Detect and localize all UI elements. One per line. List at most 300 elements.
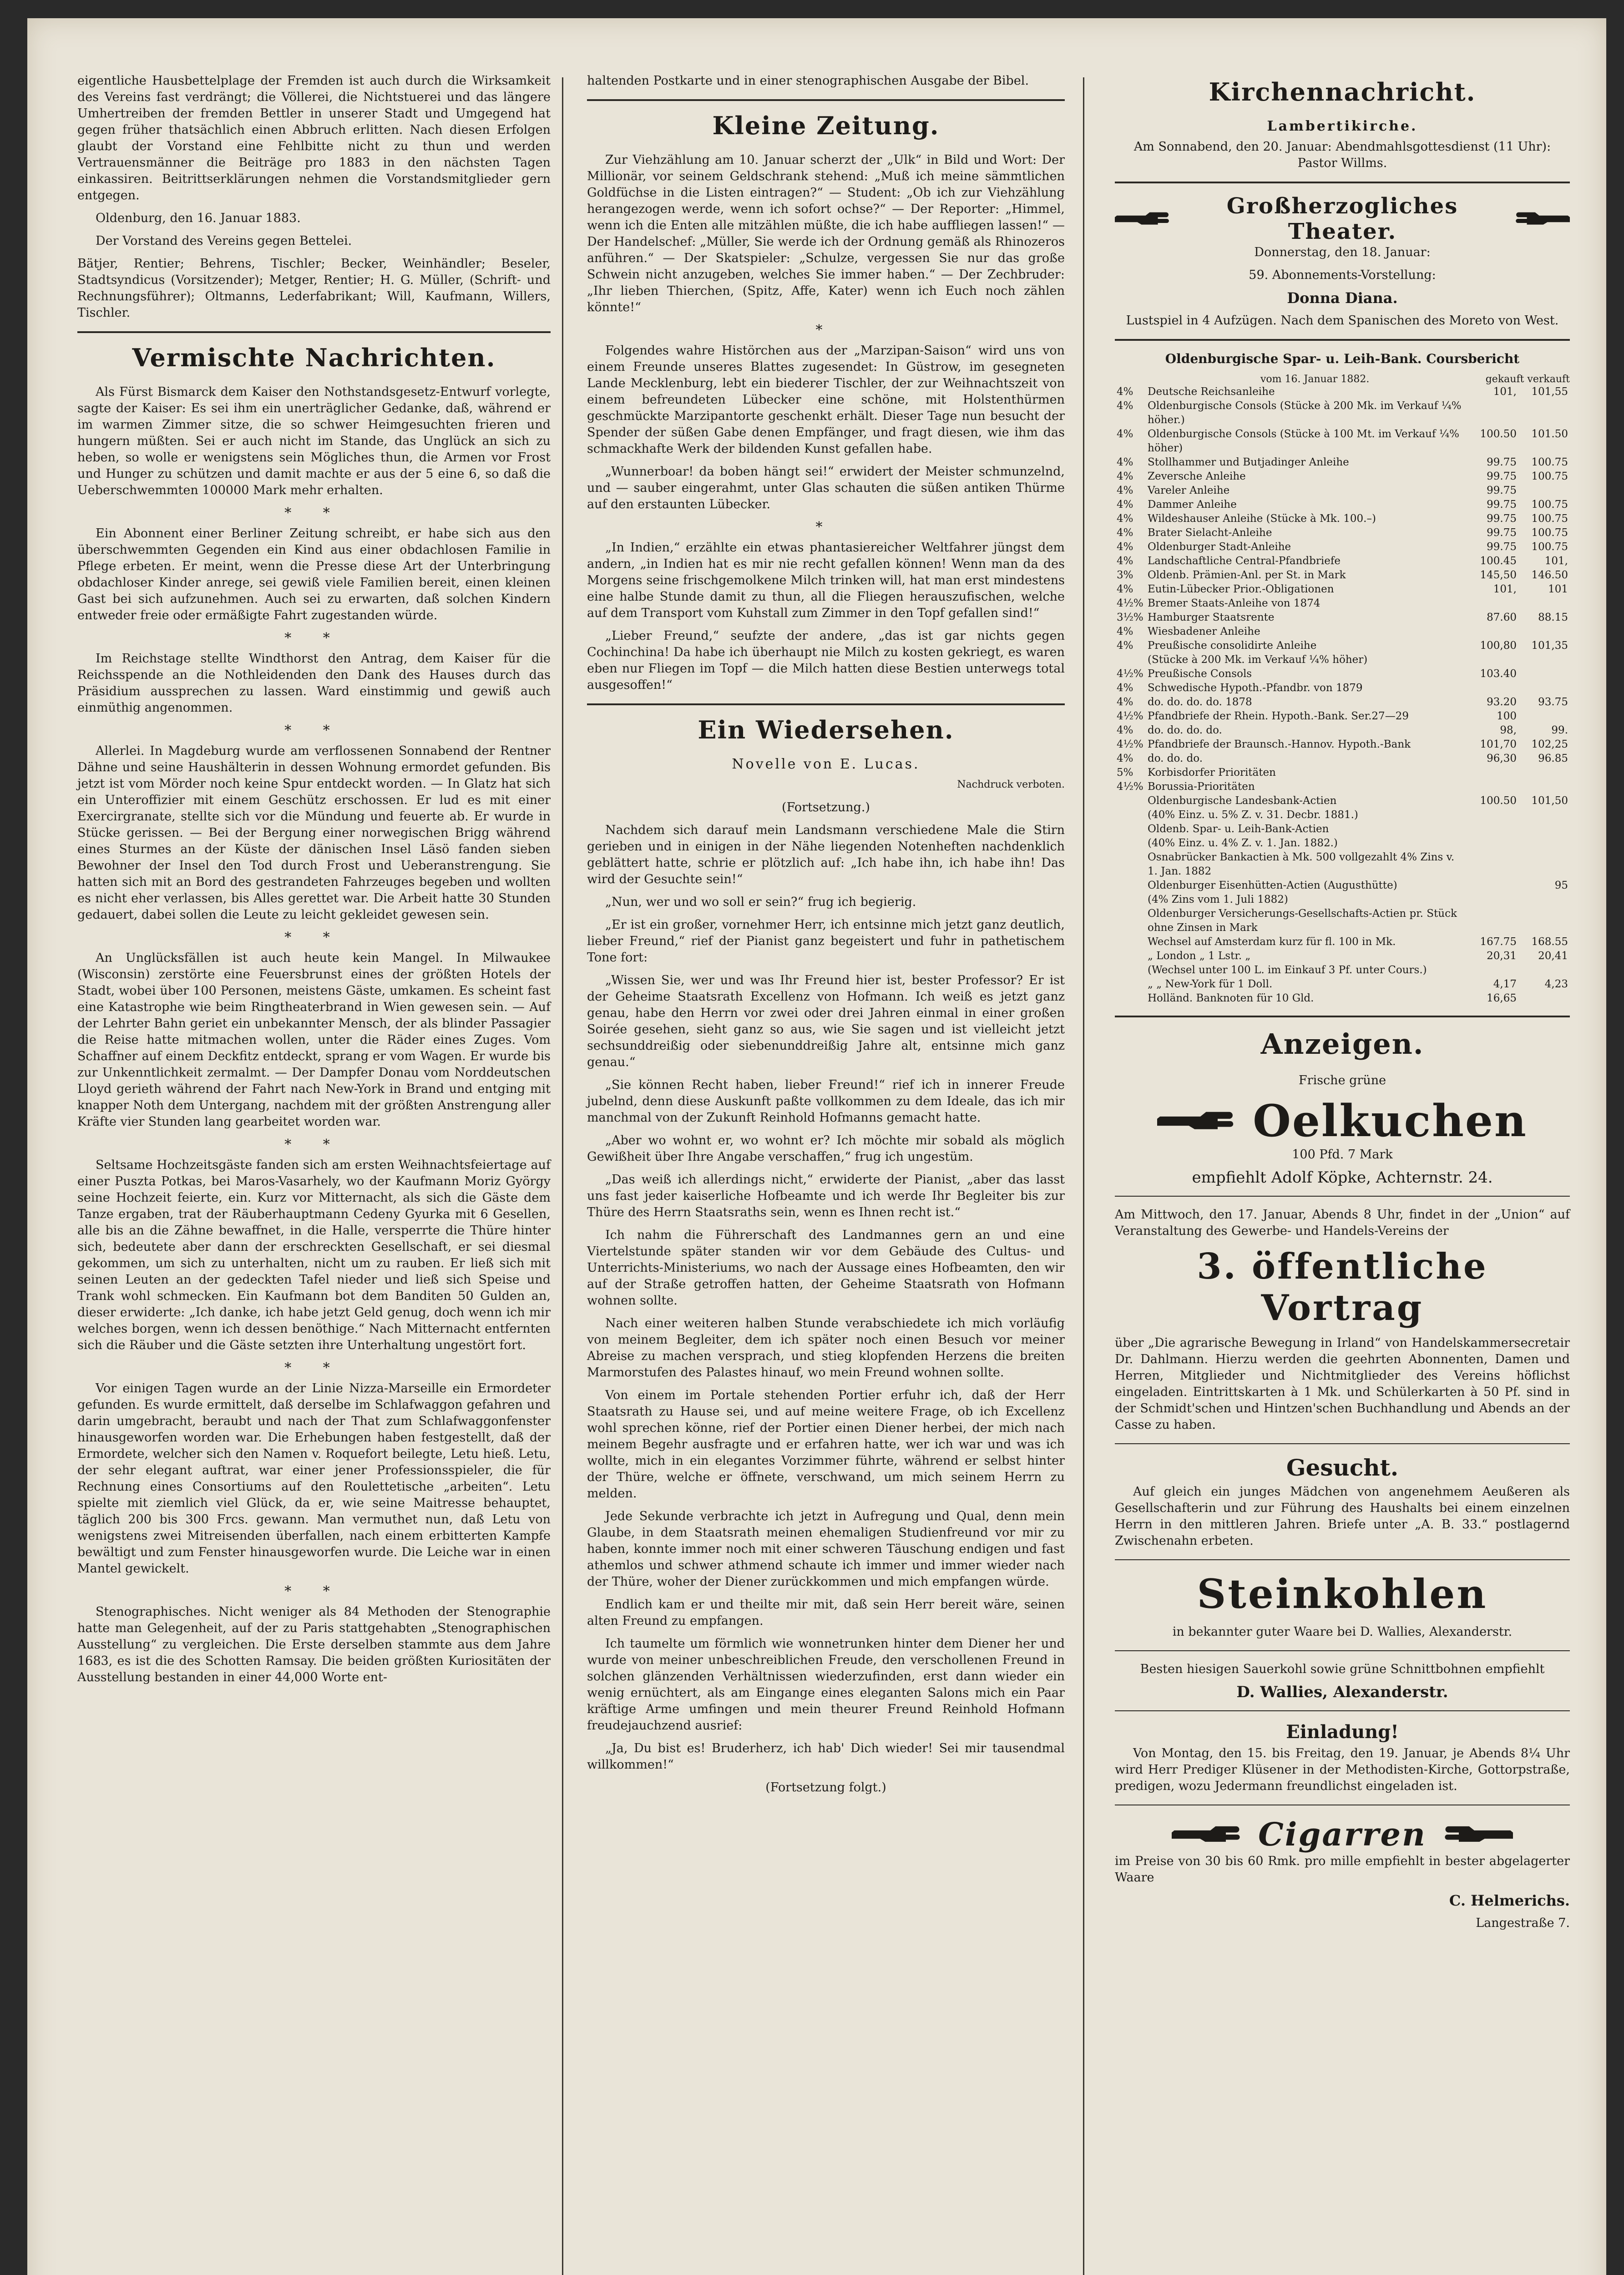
theater-header: Großherzogliches Theater. [1226, 193, 1458, 244]
course-security: Wechsel auf Amsterdam kurz für fl. 100 in Mk. [1148, 936, 1396, 948]
course-security: Holländ. Banknoten für 10 Gld. [1148, 992, 1314, 1004]
course-sold: 96.85 [1538, 753, 1568, 764]
course-bought: 98, [1500, 724, 1517, 736]
course-rate [1115, 935, 1146, 949]
course-row [1115, 498, 1570, 512]
column-rule-2 [1083, 77, 1084, 2275]
course-sold [1518, 681, 1570, 695]
course-rate: 4% [1117, 499, 1133, 511]
course-security: Zeversche Anleihe [1148, 470, 1246, 482]
oel-pre: Frische grüne [1298, 1073, 1386, 1087]
course-security: Hamburger Staatsrente [1148, 612, 1275, 623]
course-security: Bremer Staats-Anleihe von 1874 [1148, 597, 1320, 609]
news-paragraph: Seltsame Hochzeitsgäste fanden sich am ersten Weihnachtsfeiertage auf einer Puszta Potkas, bei Maros-Vasarhely, wo der Kaufmann Moriz György seine Hochzeit feierte, ein. Kurz vor Mitternacht, als sich die Gäste dem Tanze ergaben, trat der Räuberhauptmann Cedeny Gyurka mit 6 Gesellen, alle bis an die Zähne bewaffnet, in die Halle, versperrte die Thüre hinter sich, bedeutete aber dann der erschreckten Gesellschaft, er sei diesmal gekommen, um sich zu unterhalten, nicht um zu rauben. Er ließ sich mit seinen Leuten an der gedeckten Tafel nieder und ließ sich Speise und Trank wohl schmecken. Ein Kaufmann bot dem Banditen 50 Gulden an, dieser erwiderte: „Ich danke, ich habe jetzt Geld genug, doch wenn ich mir welches borgen, wenn ich dessen benöthige.“ Nach Mitternacht entfernten sich die Räuber und die Gäste setzten ihre Unterhaltung ungestört fort. [77, 1158, 551, 1352]
section-divider [1115, 1016, 1570, 1017]
course-row [1115, 879, 1570, 893]
course-security: Oldenburger Versicherungs-Gesellschafts-Actien pr. Stück ohne Zinsen in Mark [1148, 908, 1457, 934]
course-security: (40% Einz. u. 4% Z. v. 1. Jan. 1882.) [1148, 837, 1338, 849]
course-row [1115, 850, 1570, 879]
course-row [1115, 766, 1570, 780]
course-security: Oldenb. Spar- u. Leih-Bank-Actien [1148, 823, 1329, 835]
pointing-hand-right-icon [1157, 1107, 1244, 1135]
course-rate: 4% [1117, 696, 1133, 708]
news-paragraph: Vor einigen Tagen wurde an der Linie Nizza-Marseille ein Ermordeter gefunden. Es wurde ermittelt, daß derselbe im Schlafwaggon gefahren und darin umgebracht, beraubt und nach der That zum Schlafwaggonfenster hinausgeworfen worden war. Die Erhebungen haben festgestellt, daß der Ermordete, welcher sich den Namen v. Roquefort beilegte, Letu hieß. Letu, der sehr elegant auftrat, war einer jener Professionsspieler, die für Rechnung eines Consortiums auf den Roulettetische „arbeiten“. Letu spielte mit ziemlich viel Glück, da er, wie seine Maitresse behauptet, täglich 200 bis 300 Frcs. gewann. Man vermuthet nun, daß Letu von wenigstens zwei Mitreisenden überfallen, nach einem erbitterten Kampfe bewältigt und zum Fenster hinausgeworfen wurde. Die Leiche war in einen Mantel gewickelt. [77, 1381, 551, 1576]
course-bought [1467, 780, 1518, 794]
course-rate: 4½% [1117, 781, 1143, 793]
course-row [1115, 935, 1570, 949]
course-bought [1467, 850, 1518, 879]
invitation-text: Von Montag, den 15. bis Freitag, den 19. Januar, je Abends 8¼ Uhr wird Herr Prediger Klüsener in der Methodisten-Kirche, Gottorpstraße, predigen, wozu Jedermann freundlichst eingeladen ist. [1115, 1746, 1570, 1793]
novel-author: Novelle von E. Lucas. [732, 756, 920, 772]
course-row [1115, 836, 1570, 850]
course-sold: 101,35 [1531, 640, 1568, 652]
theater-series: 59. Abonnements-Vorstellung: [1249, 268, 1436, 282]
novel-paragraph: Ich taumelte um förmlich wie wonnetrunken hinter dem Diener her und wurde von meiner unbeschreiblichen Freude, den verschollenen Freund in solchen glänzenden Verhältnissen wiederzufinden, erst dann wieder ein wenig ernüchtert, als am Eingange eines eleganten Salons mich ein Paar kräftige Arme umfingen und mein theurer Freund Reinhold Hofmann freudejauchzend ausrief: [587, 1637, 1065, 1733]
course-sold: 102,25 [1531, 738, 1568, 750]
course-security: Osnabrücker Bankactien à Mk. 500 vollgezahlt 4% Zins v. 1. Jan. 1882 [1148, 851, 1455, 877]
course-security: Borussia-Prioritäten [1148, 781, 1255, 793]
course-row [1115, 808, 1570, 822]
course-security: Oldenburgische Landesbank-Actien [1148, 795, 1337, 807]
text-paragraph: haltenden Postkarte und in einer stenographischen Ausgabe der Bibel. [587, 74, 1029, 88]
course-security: Schwedische Hypoth.-Pfandbr. von 1879 [1148, 682, 1363, 694]
course-sold [1518, 963, 1570, 977]
news-paragraph: Folgendes wahre Histörchen aus der „Marzipan-Saison“ wird uns von einem Freunde unseres Blattes zugesendet: In Güstrow, im gesegneten Lande Mecklenburg, lebt ein biederer Tischler, der zur Weihnachtszeit von einem befreundeten Lübecker eine schöne, mit Holstenthürmen geschmückte Marzipantorte geschenkt erhält. Dieser Tage nun besucht der Spender der süßen Gabe denen Empfänger, und fragt diesen, wie ihm das schmackhafte Werk der bildenden Kunst gefallen habe. [587, 344, 1065, 456]
course-security: Landschaftliche Central-Pfandbriefe [1148, 555, 1341, 567]
course-rate: 4% [1117, 583, 1133, 595]
course-sold [1518, 766, 1570, 780]
reprint-note: Nachdruck verboten. [957, 779, 1065, 790]
cigar-title: Cigarren [1258, 1815, 1427, 1853]
course-sold: 101,55 [1531, 386, 1568, 398]
course-rate: 4% [1117, 682, 1133, 694]
course-bought: 101, [1493, 583, 1517, 595]
course-rate: 4% [1117, 724, 1133, 736]
course-bought: 93.20 [1487, 696, 1517, 708]
course-rate: 4% [1117, 626, 1133, 637]
course-row [1115, 752, 1570, 766]
novel-paragraph: „Wissen Sie, wer und was Ihr Freund hier ist, bester Professor? Er ist der Geheime Staatsrath Excellenz von Hofmann. Ich weiß es jetzt ganz genau, habe den Herrn vor zwei oder drei Jahren einmal in einer großen Soirée gesehen, sieht ganz so aus, wie Sie sagen und ist vielleicht jetzt sechsunddreißig oder siebenunddreißig Jahre alt, entsinne mich ganz genau.“ [587, 973, 1065, 1069]
cigar-address: Langestraße 7. [1476, 1916, 1570, 1930]
course-sold: 88.15 [1538, 612, 1568, 623]
course-sold [1518, 808, 1570, 822]
news-paragraph: Allerlei. In Magdeburg wurde am verflossenen Sonnabend der Rentner Dähne und seine Haushälterin in dessen Wohnung ermordet gefunden. Bis jetzt ist vom Mörder noch keine Spur entdeckt worden. — In Glatz hat sich ein Unteroffizier mit einem Geschütz erschossen. Er lud es mit einer Exercirgranate, stellte sich vor die Mündung und feuerte ab. Er wurde in Stücke gerissen. — Bei der Bergung einer norwegischen Brigg während eines Sturmes an der Küste der dänischen Insel Läsö fanden sieben Bewohner der Insel den Tod durch Frost und Ueberanstrengung. Sie hatten sich mit an Bord des gestrandeten Fahrzeuges begeben und wollten es nicht eher verlassen, bis Alles gerettet war. Die Arbeit hatte 30 Stunden gedauert, dabei sollen die Leute zu leicht gekleidet gewesen sein. [77, 744, 551, 922]
course-row [1115, 611, 1570, 625]
course-bought [1467, 597, 1518, 611]
course-sold [1518, 836, 1570, 850]
course-row [1115, 667, 1570, 681]
star-separator: * * [284, 1137, 344, 1153]
news-paragraph: Ein Abonnent einer Berliner Zeitung schreibt, er habe sich aus den überschwemmten Gegenden ein Kind aus einer obdachlosen Familie in Pflege erbeten. Er meint, wenn die Presse diese Art der Unterbringung obdachloser Kinder anrege, sei gewiß viele Familien bereit, einen kleinen Gast bei sich aufzunehmen. Auch sei zu erwarten, daß solchen Kindern entweder freie oder ermäßigte Fahrt zugestanden würde. [77, 526, 551, 622]
continuation-note: (Fortsetzung.) [782, 800, 870, 814]
course-rate: 4½% [1117, 597, 1143, 609]
course-row [1115, 780, 1570, 794]
course-security: do. do. do. do. [1148, 724, 1222, 736]
course-sold: 99. [1551, 724, 1568, 736]
course-report-header: Oldenburgische Spar- u. Leih-Bank. Coursbericht [1165, 351, 1520, 366]
course-sold [1518, 907, 1570, 935]
novel-paragraph: „Sie können Recht haben, lieber Freund!“ rief ich in innerer Freude jubelnd, denn diese Auskunft paßte vollkommen zu dem Ideale, das ich mir manchmal von der Zukunft Reinhold Hofmanns gemacht hatte. [587, 1078, 1065, 1125]
course-security: do. do. do. [1148, 753, 1203, 764]
novel-paragraph: Jede Sekunde verbrachte ich jetzt in Aufregung und Qual, denn mein Glaube, in dem Staatsrath meinen ehemaligen Studienfreund vor mir zu haben, konnte immer noch mit einer schweren Täuschung endigen und fast athemlos und schwer athmend schaute ich immer und immer wieder nach der Thüre, woher der Diener zurückkommen und mich empfangen würde. [587, 1509, 1065, 1589]
course-bought: 103.40 [1480, 668, 1517, 680]
course-bought [1467, 836, 1518, 850]
course-sold: 100.75 [1531, 541, 1568, 553]
cigar-text: im Preise von 30 bis 60 Rmk. pro mille empfiehlt in bester abgelagerter Waare [1115, 1854, 1570, 1885]
course-sold [1518, 893, 1570, 907]
course-row [1115, 907, 1570, 935]
ad-divider [1115, 1559, 1570, 1560]
novel-paragraph: „Das weiß ich allerdings nicht,“ erwiderte der Pianist, „aber das lasst uns fast jeder kaiserliche Hofbeamte und ich werde Ihr Begleiter bis zur Thüre des Herrn Staatsraths sein, wenn es Ihnen recht ist.“ [587, 1173, 1065, 1219]
pointing-hand-left-icon [1436, 1823, 1513, 1846]
invitation-header: Einladung! [1286, 1721, 1399, 1743]
oel-price: 100 Pfd. 7 Mark [1292, 1148, 1393, 1162]
star-separator: * [815, 519, 836, 535]
coal-title: Steinkohlen [1197, 1570, 1488, 1618]
course-bought: 87.60 [1487, 612, 1517, 623]
course-bought [1467, 893, 1518, 907]
course-rate [1115, 808, 1146, 822]
course-report-subhead [1115, 374, 1570, 385]
course-rate [1115, 977, 1146, 991]
course-security: do. do. do. do. 1878 [1148, 696, 1252, 708]
news-paragraph: Zur Viehzählung am 10. Januar scherzt der „Ulk“ in Bild und Wort: Der Millionär, vor seinem Geldschrank stehend: „Muß ich meine sämmtlichen Goldfüchse in die Listen eintragen?“ — Student: „Ob ich zur Viehzählung herangezogen werde, wenn ich sofort ochse?“ — Der Reporter: „Himmel, wenn ich die Enten alle mitzählen müßte, die ich habe auffliegen lassen!“ — Der Handelschef: „Müller, Sie werde ich der Ordnung gemäß als Rhinozeros anführen.“ — Der Skatspieler: „Schulze, vergessen Sie nur das große Schwein nicht anzugeben, welches Sie immer haben.“ — Der Zechbruder: „Ihr lieben Thierchen, (Spitz, Affe, Kater) wenn ich Euch noch zählen könnte!“ [587, 153, 1065, 314]
theater-date: Donnerstag, den 18. Januar: [1254, 245, 1431, 259]
news-paragraph: An Unglücksfällen ist auch heute kein Mangel. In Milwaukee (Wisconsin) zerstörte eine Feuersbrunst eines der größten Hotels der Stadt, wobei über 100 Personen, meistens Gäste, umkamen. Es scheint fast eine Katastrophe wie beim Ringtheaterbrand in Wien gewesen sein. — Auf der Lehrter Bahn geriet ein unbekannter Mensch, der als blinder Passagier die Reise hatte mitmachen wollen, unter die Räder eines Zuges. Vom Schaffner auf einem Deckfitz entdeckt, sprang er vom Wagen. Er wurde bis zur Unkenntlichkeit zermalmt. — Der Dampfer Donau vom Norddeutschen Lloyd gerieth während der Fahrt nach New-York in Brand und entging mit knapper Noth dem Untergang, nachdem mit der größten Anstrengung aller Kräfte vier Stunden lang gearbeitet worden war. [77, 951, 551, 1129]
course-bought: 16,65 [1487, 992, 1517, 1004]
theater-header-row [1115, 193, 1570, 244]
course-sold: 168.55 [1531, 936, 1568, 948]
course-rate: 4% [1117, 527, 1133, 539]
course-bought: 96,30 [1487, 753, 1517, 764]
oel-title: Oelkuchen [1253, 1095, 1528, 1147]
course-sold: 146.50 [1531, 569, 1568, 581]
column-rule-1 [562, 77, 563, 2275]
news-paragraph: „Wunnerboar! da boben hängt sei!“ erwidert der Meister schmunzelnd, und — sauber eingerahmt, unter Glas schauten die süßen antiken Thürme auf den erstaunten Lübecker. [587, 465, 1065, 511]
course-security: Brater Sielacht-Anleihe [1148, 527, 1272, 539]
course-bought: 100.50 [1480, 795, 1517, 807]
course-rate [1115, 794, 1146, 808]
theater-play: Donna Diana. [1287, 289, 1398, 307]
course-row [1115, 385, 1570, 399]
course-rate: 3% [1117, 569, 1133, 581]
course-bought [1467, 766, 1518, 780]
sauerkraut-text: Besten hiesigen Sauerkohl sowie grüne Schnittbohnen empfiehlt [1140, 1662, 1545, 1676]
col-label-bought: gekauft [1485, 374, 1524, 385]
course-bought: 99.75 [1487, 513, 1517, 525]
course-bought: 99.75 [1487, 541, 1517, 553]
course-row [1115, 526, 1570, 540]
church-name: Lambertikirche. [1267, 118, 1418, 134]
course-row [1115, 794, 1570, 808]
novel-paragraph: Endlich kam er und theilte mir mit, daß sein Herr bereit wäre, seinen alten Freund zu empfangen. [587, 1598, 1065, 1628]
course-bought [1467, 681, 1518, 695]
course-rate [1115, 850, 1146, 879]
course-bought: 99.75 [1487, 456, 1517, 468]
course-security: Wiesbadener Anleihe [1148, 626, 1260, 637]
course-sold: 100.75 [1531, 499, 1568, 511]
course-row [1115, 653, 1570, 667]
course-security: Pfandbriefe der Rhein. Hypoth.-Bank. Ser.27—29 [1148, 710, 1409, 722]
course-sold: 93.75 [1538, 696, 1568, 708]
pointing-hand-right-icon [1172, 1823, 1249, 1846]
course-col-labels [1486, 374, 1570, 385]
course-sold [1518, 399, 1570, 427]
course-rate [1115, 893, 1146, 907]
star-separator: * * [284, 630, 344, 646]
course-rate [1115, 836, 1146, 850]
oel-line: empfiehlt Adolf Köpke, Achternstr. 24. [1192, 1168, 1493, 1187]
course-bought [1467, 808, 1518, 822]
course-rate: 5% [1117, 767, 1133, 779]
course-row [1115, 639, 1570, 653]
course-bought [1467, 822, 1518, 836]
section-divider [587, 99, 1065, 101]
course-security: Oldenburgische Consols (Stücke à 200 Mk. im Verkauf ¼% höher.) [1148, 400, 1462, 426]
course-sold [1518, 991, 1570, 1006]
course-bought: 101, [1493, 386, 1517, 398]
section-header: Kleine Zeitung. [712, 111, 940, 140]
course-rate: 4% [1117, 485, 1133, 496]
sauerkraut-firm: D. Wallies, Alexanderstr. [1236, 1683, 1448, 1701]
course-row [1115, 709, 1570, 723]
cigar-firm: C. Helmerichs. [1449, 1892, 1570, 1909]
course-bought [1467, 963, 1518, 977]
course-sold: 20,41 [1538, 950, 1568, 962]
course-security: Eutin-Lübecker Prior.-Obligationen [1148, 583, 1334, 595]
cigar-title-row [1115, 1815, 1570, 1853]
star-separator: * * [284, 505, 344, 521]
course-security: Preußische consolidirte Anleihe [1148, 640, 1317, 652]
course-security: (Wechsel unter 100 L. im Einkauf 3 Pf. unter Cours.) [1148, 964, 1427, 976]
ad-divider [1115, 1196, 1570, 1197]
course-rate: 4% [1117, 640, 1133, 652]
course-rate: 4½% [1117, 710, 1143, 722]
course-sold: 101, [1544, 555, 1568, 567]
course-bought: 145,50 [1480, 569, 1517, 581]
lecture-pre: Am Mittwoch, den 17. Januar, Abends 8 Uhr, findet in der „Union“ auf Veranstaltung des Gewerbe- und Handels-Vereins der [1115, 1208, 1570, 1238]
course-sold [1518, 625, 1570, 639]
novel-paragraph: „Ja, Du bist es! Bruderherz, ich hab' Dich wieder! Sei mir tausendmal willkommen!“ [587, 1741, 1065, 1772]
course-row [1115, 399, 1570, 427]
course-sold [1518, 709, 1570, 723]
text-paragraph: eigentliche Hausbettelplage der Fremden ist auch durch die Wirksamkeit des Vereins fast verdrängt; die Völlerei, die Nichtstuerei und das längere Umhertreiben der fremden Bettler in unserer Stadt und Umgegend hat gegen früher thatsächlich einen Abbruch erlitten. Nach diesen Erfolgen glaubt der Vorstand eine Fehlbitte nicht zu thun und werden Vertrauensmänner die Beiträge pro 1883 in den nächsten Tagen einkassiren. Beitrittserklärungen nehmen die Vorstandsmitglieder gern entgegen. [77, 74, 551, 202]
course-sold [1518, 780, 1570, 794]
course-sold: 101,50 [1531, 795, 1568, 807]
course-row [1115, 540, 1570, 554]
novel-paragraph: Nachdem sich darauf mein Landsmann verschiedene Male die Stirn gerieben und in einigen in der Nähe liegenden Notenheften nachdenklich geblättert hatte, schrie er plötzlich auf: „Ich habe ihn, ich habe ihn! Das wird der Gesuchte sein!“ [587, 823, 1065, 886]
novel-paragraph: „Er ist ein großer, vornehmer Herr, ich entsinne mich jetzt ganz deutlich, lieber Freund,“ rief der Pianist ganz begeistert und fuhr in pathetischem Tone fort: [587, 918, 1065, 965]
course-rate [1115, 907, 1146, 935]
course-row [1115, 963, 1570, 977]
course-rate [1115, 822, 1146, 836]
course-bought: 99.75 [1487, 499, 1517, 511]
course-row [1115, 977, 1570, 991]
course-row [1115, 822, 1570, 836]
course-rate [1115, 963, 1146, 977]
course-rate: 3½% [1117, 612, 1143, 623]
pointing-hand-right-icon [1115, 210, 1176, 228]
course-bought: 100.50 [1480, 428, 1517, 440]
course-bought: 99.75 [1487, 527, 1517, 539]
course-bought: 99.75 [1487, 470, 1517, 482]
course-rate: 4% [1117, 513, 1133, 525]
course-bought: 100.45 [1480, 555, 1517, 567]
course-bought: 100 [1497, 710, 1517, 722]
course-security: (40% Einz. u. 5% Z. v. 31. Decbr. 1881.) [1148, 809, 1358, 821]
course-rate [1115, 949, 1146, 963]
newspaper-page [27, 18, 1606, 2275]
course-sold: 100.75 [1531, 527, 1568, 539]
lecture-text: über „Die agrarische Bewegung in Irland“ von Handelskammersecretair Dr. Dahlmann. Hierzu werden die geehrten Abonnenten, Damen und Herren, Mitglieder und Nichtmitglieder des Vereins höflichst eingeladen. Eintrittskarten à 1 Mk. und Schülerkarten à 50 Pf. sind in der Schmidt'schen und Hintzen'schen Buchhandlung und Abends an der Casse zu haben. [1115, 1336, 1570, 1432]
wanted-header: Gesucht. [1286, 1454, 1399, 1481]
course-row [1115, 893, 1570, 907]
course-rate [1115, 991, 1146, 1006]
course-security: Oldenburgische Consols (Stücke à 100 Mt. im Verkauf ¼% höher) [1148, 428, 1459, 454]
course-row [1115, 738, 1570, 752]
course-rate: 4% [1117, 400, 1133, 412]
theater-desc: Lustspiel in 4 Aufzügen. Nach dem Spanischen des Moreto von West. [1126, 313, 1559, 328]
course-security: Korbisdorfer Prioritäten [1148, 767, 1276, 779]
section-divider [77, 331, 551, 333]
section-header: Vermischte Nachrichten. [132, 343, 496, 372]
section-divider [587, 703, 1065, 705]
course-sold [1518, 667, 1570, 681]
column-2 [587, 73, 1065, 1802]
course-row [1115, 470, 1570, 484]
course-sold: 95 [1554, 880, 1568, 891]
oel-title-row [1115, 1095, 1570, 1147]
course-row [1115, 625, 1570, 639]
novel-paragraph: Von einem im Portale stehenden Portier erfuhr ich, daß der Herr Staatsrath zu Hause sei, und auf meine weitere Frage, ob ich Excellenz wohl sprechen könne, rief der Portier einen Diener herbei, der mich nach meinem Begehr ausfragte und er erfahren hatte, wer ich war und was ich wollte, mich in ein elegantes Vorzimmer führte, während er selbst hinter der Thüre, welche er öffnete, verschwand, um mich seinem Herrn zu melden. [587, 1388, 1065, 1501]
course-security: „ London „ 1 Lstr. „ [1148, 950, 1251, 962]
course-sold: 100.75 [1531, 456, 1568, 468]
course-rate: 4% [1117, 386, 1133, 398]
course-security: Deutsche Reichsanleihe [1148, 386, 1275, 398]
course-bought: 167.75 [1480, 936, 1517, 948]
section-divider [1115, 182, 1570, 183]
course-bought [1467, 879, 1518, 893]
course-bought: 101,70 [1480, 738, 1517, 750]
dateline: Oldenburg, den 16. Januar 1883. [96, 211, 301, 225]
lecture-title: 3. öffentliche Vortrag [1197, 1246, 1488, 1329]
course-row [1115, 582, 1570, 597]
course-security: Dammer Anleihe [1148, 499, 1237, 511]
course-security: Pfandbriefe der Braunsch.-Hannov. Hypoth.-Bank [1148, 738, 1411, 750]
course-bought [1467, 653, 1518, 667]
church-text: Am Sonnabend, den 20. Januar: Abendmahlsgottesdienst (11 Uhr): Pastor Willms. [1133, 140, 1551, 170]
course-sold: 4,23 [1544, 978, 1568, 990]
course-rate: 4% [1117, 555, 1133, 567]
course-row [1115, 695, 1570, 709]
ad-divider [1115, 1443, 1570, 1444]
course-rate: 4% [1117, 428, 1133, 440]
course-bought [1467, 625, 1518, 639]
course-sold [1518, 653, 1570, 667]
news-paragraph: Als Fürst Bismarck dem Kaiser den Nothstandsgesetz-Entwurf vorlegte, sagte der Kaiser: Es sei ihm ein unerträglicher Gedanke, daß, während er im warmen Zimmer sitze, die so schwer Heimgesuchten frieren und hungern müßten. Sei er auch nicht im Stande, das Unglück an sich zu heben, so wolle er wenigstens sein Mögliches thun, die Armen vor Frost und Hunger zu schützen und damit machte er aus der 5 eine 6, so daß die Ueberschwemmten 100000 Mark mehr erhalten. [77, 385, 551, 497]
star-separator: * * [284, 1583, 344, 1599]
course-row [1115, 427, 1570, 455]
course-sold: 100.75 [1531, 513, 1568, 525]
news-paragraph: „Lieber Freund,“ seufzte der andere, „das ist gar nichts gegen Cochinchina! Da habe ich überhaupt nie Milch zu kosten gekriegt, es waren eben nur Fliegen im Topf — die Milch hatten diese Bestien unterwegs total ausgesoffen!“ [587, 629, 1065, 692]
ad-divider [1115, 1650, 1570, 1651]
wanted-text: Auf gleich ein junges Mädchen von angenehmem Aeußeren als Gesellschafterin und zur Führung des Haushalts bei einem einzelnen Herrn in den mittleren Jahren. Briefe unter „A. B. 33.“ postlagernd Zwischenahn erbeten. [1115, 1485, 1570, 1548]
course-bought: 99.75 [1487, 485, 1517, 496]
novel-title: Ein Wiedersehen. [698, 715, 954, 744]
course-report-date: vom 16. Januar 1882. [1260, 374, 1370, 385]
course-rate: 4½% [1117, 738, 1143, 750]
course-row [1115, 568, 1570, 582]
column-3 [1115, 73, 1570, 1938]
col-label-sold: verkauft [1527, 374, 1570, 385]
section-divider [1115, 339, 1570, 341]
course-row [1115, 949, 1570, 963]
course-rate: 4½% [1117, 668, 1143, 680]
course-row [1115, 681, 1570, 695]
news-paragraph: Im Reichstage stellte Windthorst den Antrag, dem Kaiser für die Reichsspende an die Nothleidenden den Dank des Hauses durch das Präsidium aussprechen zu lassen. Ward einstimmig und gewiß auch einmüthig angenommen. [77, 652, 551, 715]
course-security: Vareler Anleihe [1148, 485, 1230, 496]
course-security: (4% Zins vom 1. Juli 1882) [1148, 894, 1288, 905]
course-security: Oldenburger Eisenhütten-Actien (Augusthütte) [1148, 880, 1397, 891]
church-header: Kirchennachricht. [1209, 77, 1476, 106]
pointing-hand-left-icon [1508, 210, 1570, 228]
course-rate: 4% [1117, 541, 1133, 553]
ads-header: Anzeigen. [1260, 1027, 1424, 1061]
course-rate: 4% [1117, 456, 1133, 468]
course-row [1115, 512, 1570, 526]
course-security: Stollhammer und Butjadinger Anleihe [1148, 456, 1349, 468]
course-sold [1518, 484, 1570, 498]
news-paragraph: Stenographisches. Nicht weniger als 84 Methoden der Stenographie hatte man Gelegenheit, auf der zu Paris stattgehabten „Stenographischen Ausstellung“ zu vergleichen. Die Erste derselben stammte aus dem Jahre 1683, es ist die des Schotten Ramsay. Die beiden größten Kuriositäten der Ausstellung bestanden in einer 44,000 Worte ent- [77, 1605, 551, 1684]
course-rate [1115, 653, 1146, 667]
course-sold: 101 [1548, 583, 1568, 595]
course-bought: 100,80 [1480, 640, 1517, 652]
course-security: (Stücke à 200 Mk. im Verkauf ¼% höher) [1148, 654, 1368, 666]
course-security: Oldenburger Stadt-Anleihe [1148, 541, 1291, 553]
course-bought: 20,31 [1487, 950, 1517, 962]
novel-paragraph: „Nun, wer und wo soll er sein?“ frug ich begierig. [605, 895, 916, 909]
course-sold [1518, 597, 1570, 611]
course-bought [1467, 399, 1518, 427]
course-sold: 100.75 [1531, 470, 1568, 482]
course-row [1115, 484, 1570, 498]
course-sold [1518, 850, 1570, 879]
course-row [1115, 723, 1570, 738]
course-row [1115, 597, 1570, 611]
star-separator: * * [284, 1360, 344, 1376]
course-sold [1518, 822, 1570, 836]
course-security: Oldenb. Prämien-Anl. per St. in Mark [1148, 569, 1346, 581]
signers-list: Bätjer, Rentier; Behrens, Tischler; Becker, Weinhändler; Beseler, Stadtsyndicus (Vorsitzender); Metger, Rentier; H. G. Müller, (Schrift- und Rechnungsführer); Oltmanns, Lederfabrikant; Will, Kaufmann, Willers, Tischler. [77, 257, 551, 320]
news-paragraph: „In Indien,“ erzählte ein etwas phantasiereicher Weltfahrer jüngst dem andern, „in Indien hat es mir nie recht gefallen können! Wenn man da des Morgens seine frischgemolkene Milch trinken will, hat man erst mindestens eine halbe Stunde damit zu thun, all die Fliegen herauszufischen, welche auf dem Transport vom Kuhstall zum Zimmer in den Topf gefallen sind!“ [587, 541, 1065, 620]
course-security: „ „ New-York für 1 Doll. [1148, 978, 1273, 990]
course-security: Preußische Consols [1148, 668, 1252, 680]
course-sold: 101.50 [1531, 428, 1568, 440]
course-row [1115, 554, 1570, 568]
novel-paragraph: Ich nahm die Führerschaft des Landmannes gern an und eine Viertelstunde später standen wir vor dem Gebäude des Cultus- und Unterrichts-Ministeriums, wo nach der Aussage eines Hofbeamten, den wir auf der Straße getroffen hatten, der Geheime Staatsrath von Hofmann wohnen sollte. [587, 1228, 1065, 1308]
column-1 [77, 73, 551, 1692]
ad-divider [1115, 1710, 1570, 1711]
course-rate: 4% [1117, 470, 1133, 482]
course-row [1115, 991, 1570, 1006]
to-be-continued: (Fortsetzung folgt.) [765, 1780, 886, 1795]
coal-line: in bekannter guter Waare bei D. Wallies, Alexanderstr. [1172, 1625, 1513, 1639]
course-bought [1467, 907, 1518, 935]
course-bought: 4,17 [1493, 978, 1517, 990]
star-separator: * * [284, 723, 344, 738]
course-rate [1115, 879, 1146, 893]
star-separator: * * [284, 930, 344, 945]
